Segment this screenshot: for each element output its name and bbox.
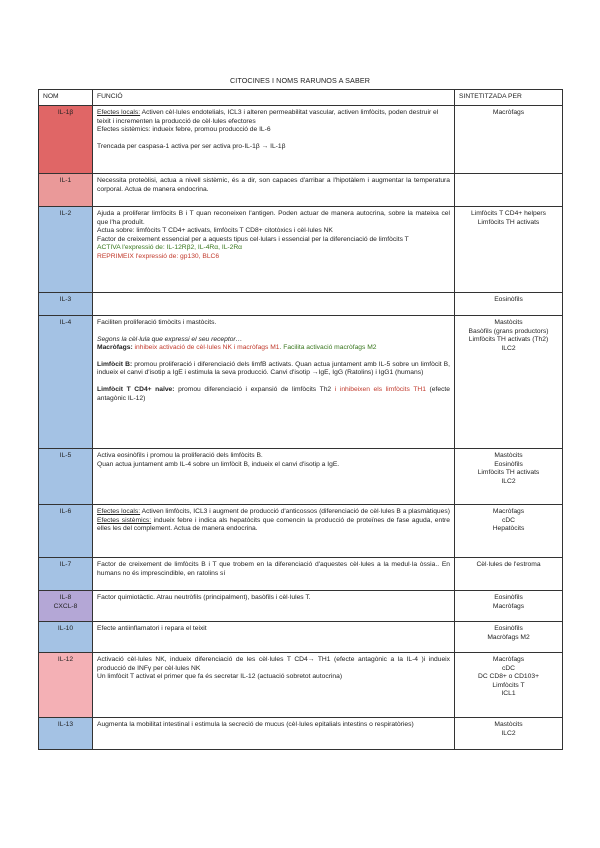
header-funcio: FUNCIÓ bbox=[93, 90, 455, 106]
synth-item: Limfòcits TH activats bbox=[477, 218, 540, 226]
synthesized-by bbox=[455, 653, 563, 718]
table-row bbox=[39, 591, 563, 622]
synth-item: Macròfags bbox=[492, 656, 525, 663]
table-row bbox=[39, 449, 563, 505]
synth-item: Macròfags bbox=[492, 508, 525, 515]
table-row bbox=[39, 316, 563, 449]
synth-item: ILC2 bbox=[501, 344, 516, 352]
cytokine-name: IL-1β bbox=[39, 106, 93, 174]
function-cell: Necessita proteòlisi, actua a nivell sistèmic, és a dir, son capaces d'arribar a l'hipotàlem i augmentar la temperatura corporal. Actua de manera endocrina. bbox=[93, 174, 455, 207]
function-text: Factor de creixement essencial per a aquests tipus cel·lulars i essencial per la diferenciació de limfòcits T bbox=[97, 235, 409, 243]
function-cell: Efecte antiinflamatori i repara el teixit bbox=[93, 622, 455, 653]
function-text: Un limfòcit T activat el primer que fa és secretar IL-12 (actuació sobretot autocrina) bbox=[97, 673, 343, 681]
function-cell: Factor quimiotàctic. Atrau neutròfils (principalment), basòfils i cèl·lules T. bbox=[93, 591, 455, 622]
synth-item: DC CD8+ o CD103+ bbox=[478, 673, 539, 681]
document-title: CITOCINES I NOMS RARUNOS A SABER bbox=[229, 76, 371, 85]
synth-item: cDC bbox=[501, 516, 515, 524]
function-text: Segons la cèl·lula que expressi el seu receptor… bbox=[97, 335, 243, 343]
function-cell bbox=[93, 207, 455, 293]
synthesized-by bbox=[455, 207, 563, 293]
synth-item: Macròfags bbox=[492, 602, 525, 610]
synthesized-by bbox=[455, 622, 563, 653]
cytokine-name: IL-2 bbox=[39, 207, 93, 293]
function-cell: Augmenta la mobilitat intestinal i estimula la secreció de mucus (cèl·lules epitalials intestins o respiratòries) bbox=[93, 718, 455, 750]
header-sintetitzada: SINTETITZADA PER bbox=[455, 90, 563, 106]
local-effects-label: Efectes locals: bbox=[97, 109, 141, 116]
header-row bbox=[39, 90, 563, 106]
synthesized-by: Eosinòfils bbox=[455, 293, 563, 316]
local-effects-text: Activen cèl·lules endotelials, ICL3 i alteren permeabilitat vascular, activen limfòcits, poden destruir el teixit i incrementen la producció de cèl·lules efectores bbox=[97, 109, 439, 125]
synthesized-by bbox=[455, 174, 563, 207]
systemic-effects-label: Efectes sistèmics: bbox=[97, 516, 152, 524]
function-text: Activació cèl·lules NK, indueix diferenciació de les cèl·lules T CD4→ TH1 (efecte antagònic a la IL-4 )i indueix producció de INFγ per cèl·lules NK bbox=[97, 656, 450, 672]
table-row bbox=[39, 718, 563, 750]
function-text: Ajuda a proliferar limfòcits B i T quan reconeixen l'antigen. Poden actuar de manera autocrina, sobre la mateixa cel que l'ha produït. bbox=[97, 210, 450, 226]
cytokine-name: IL-4 bbox=[39, 316, 93, 449]
synth-item: Eosinòfils bbox=[494, 460, 523, 468]
synth-item: Limfòcits TH activats (Th2) bbox=[468, 336, 549, 344]
cytokine-name: IL-13 bbox=[39, 718, 93, 750]
synthesized-by: Cèl·lules de l'estroma bbox=[455, 558, 563, 591]
table-row bbox=[39, 653, 563, 718]
synth-item: Mastòcits bbox=[494, 452, 523, 459]
cytokine-name bbox=[39, 591, 93, 622]
table-row bbox=[39, 207, 563, 293]
b-cell-label: Limfòcit B: bbox=[97, 360, 133, 368]
t-cell-label: Limfòcit T CD4+ naïve: bbox=[97, 385, 175, 393]
systemic-effects-text: indueix febre i indica als hepatòcits que comencin la producció de proteïnes de fase aguda, entre elles les del complement. Actua de manera endocrina. bbox=[97, 516, 451, 533]
cytokine-name: IL-3 bbox=[39, 293, 93, 316]
synthesized-by bbox=[455, 591, 563, 622]
table-row bbox=[39, 174, 563, 207]
table-row bbox=[39, 558, 563, 591]
cytokine-name-alias: CXCL-8 bbox=[53, 602, 78, 610]
cytokine-name: IL-5 bbox=[39, 449, 93, 505]
cytokine-name: IL-10 bbox=[39, 622, 93, 653]
synthesized-by bbox=[455, 316, 563, 449]
function-cell bbox=[93, 293, 455, 316]
macrophage-inhibit: inhibeix activació de cèl·lules NK i macròfags M1 bbox=[132, 344, 280, 352]
function-text: Faciliten proliferació timòcits i mastòcits. bbox=[97, 319, 217, 326]
t-cell-end: (efecte antagònic IL-12) bbox=[97, 385, 450, 402]
cytokine-name: IL-1 bbox=[39, 174, 93, 207]
function-text: Activa eosinòfils i promou la proliferació dels limfòcits B. bbox=[97, 452, 263, 459]
synth-item: ICL1 bbox=[501, 690, 516, 698]
macrophage-facilitate: . Facilita activació macròfags M2 bbox=[279, 344, 377, 352]
b-cell-text: promou proliferació i diferenciació dels limfB activats. Quan actua juntament amb IL-5 sobre un limfòcit B, indueix el canvi d'isotip a IgE i estimula la seva producció. Canvi d'isotip →IgE, IgG (Ratolins) i IgG1 (humans) bbox=[97, 360, 451, 377]
function-text: Quan actua juntament amb IL-4 sobre un limfòcit B, indueix el canvi d'isotip a IgE. bbox=[97, 460, 340, 468]
synth-item: Eosinòfils bbox=[494, 594, 523, 601]
synthesized-by bbox=[455, 718, 563, 750]
synth-item: Basòfils (grans productors) bbox=[468, 327, 549, 335]
cytokine-table bbox=[38, 89, 563, 750]
synthesized-by bbox=[455, 505, 563, 558]
macrophage-label: Macròfags: bbox=[97, 344, 133, 352]
cytokine-name: IL-7 bbox=[39, 558, 93, 591]
represses-text: REPRIMEIX l'expressió de: gp130, BLC6 bbox=[97, 252, 220, 260]
t-cell-text: promou diferenciació i expansió de limfòcits Th2 bbox=[174, 385, 335, 393]
cytokine-name-primary: IL-8 bbox=[59, 594, 72, 601]
cytokine-name: IL-12 bbox=[39, 653, 93, 718]
synth-item: cDC bbox=[501, 664, 515, 672]
table-row bbox=[39, 622, 563, 653]
function-cell bbox=[93, 106, 455, 174]
caspase-note: Trencada per caspasa-1 activa per ser activa pro-IL-1β → IL-1β bbox=[97, 142, 286, 150]
function-cell bbox=[93, 316, 455, 449]
synth-item: ILC2 bbox=[501, 477, 516, 485]
synth-item: Limfòcits TH activats bbox=[477, 469, 540, 477]
synth-item: Macròfags M2 bbox=[487, 633, 530, 641]
synth-item: Mastòcits bbox=[494, 721, 523, 728]
synthesized-by bbox=[455, 449, 563, 505]
header-nom: NOM bbox=[39, 90, 93, 106]
table-row bbox=[39, 293, 563, 316]
synth-item: ILC2 bbox=[501, 729, 516, 737]
synth-item: Eosinòfils bbox=[494, 625, 523, 632]
function-cell: Factor de creixement de limfòcits B i T que trobem en la diferenciació d'aquestes cèl·lules a la medul·la òssia.. En humans no és imprescindible, en ratolins sí bbox=[93, 558, 455, 591]
local-effects-text: Activen limfòcits, ICL3 i augment de producció d'anticossos (diferenciació de cèl·lules B a plasmàtiques) bbox=[140, 508, 450, 515]
table-row bbox=[39, 106, 563, 174]
local-effects-label: Efectes locals: bbox=[97, 508, 141, 515]
synthesized-by: Macròfags bbox=[455, 106, 563, 174]
function-text: Actua sobre: limfòcits T CD4+ activats, limfòcits T CD8+ citotòxics i cèl·lules NK bbox=[97, 227, 333, 235]
function-cell bbox=[93, 449, 455, 505]
synth-item: Limfòcits T bbox=[492, 681, 525, 689]
synth-item: Hepatòcits bbox=[492, 525, 525, 533]
t-cell-inhibit: i inhibeixen els limfòcits TH1 bbox=[334, 385, 426, 393]
function-cell bbox=[93, 653, 455, 718]
cytokine-name: IL-6 bbox=[39, 505, 93, 558]
activates-text: ACTIVA l'expressió de: IL-12Rβ2, IL-4Rα, IL-2Rα bbox=[97, 244, 243, 252]
synth-item: Limfòcits T CD4+ helpers bbox=[470, 210, 547, 217]
table-row bbox=[39, 505, 563, 558]
systemic-effects: Efectes sistèmics: indueix febre, promou producció de IL-6 bbox=[97, 126, 271, 134]
synth-item: Mastòcits bbox=[494, 319, 523, 326]
function-cell bbox=[93, 505, 455, 558]
